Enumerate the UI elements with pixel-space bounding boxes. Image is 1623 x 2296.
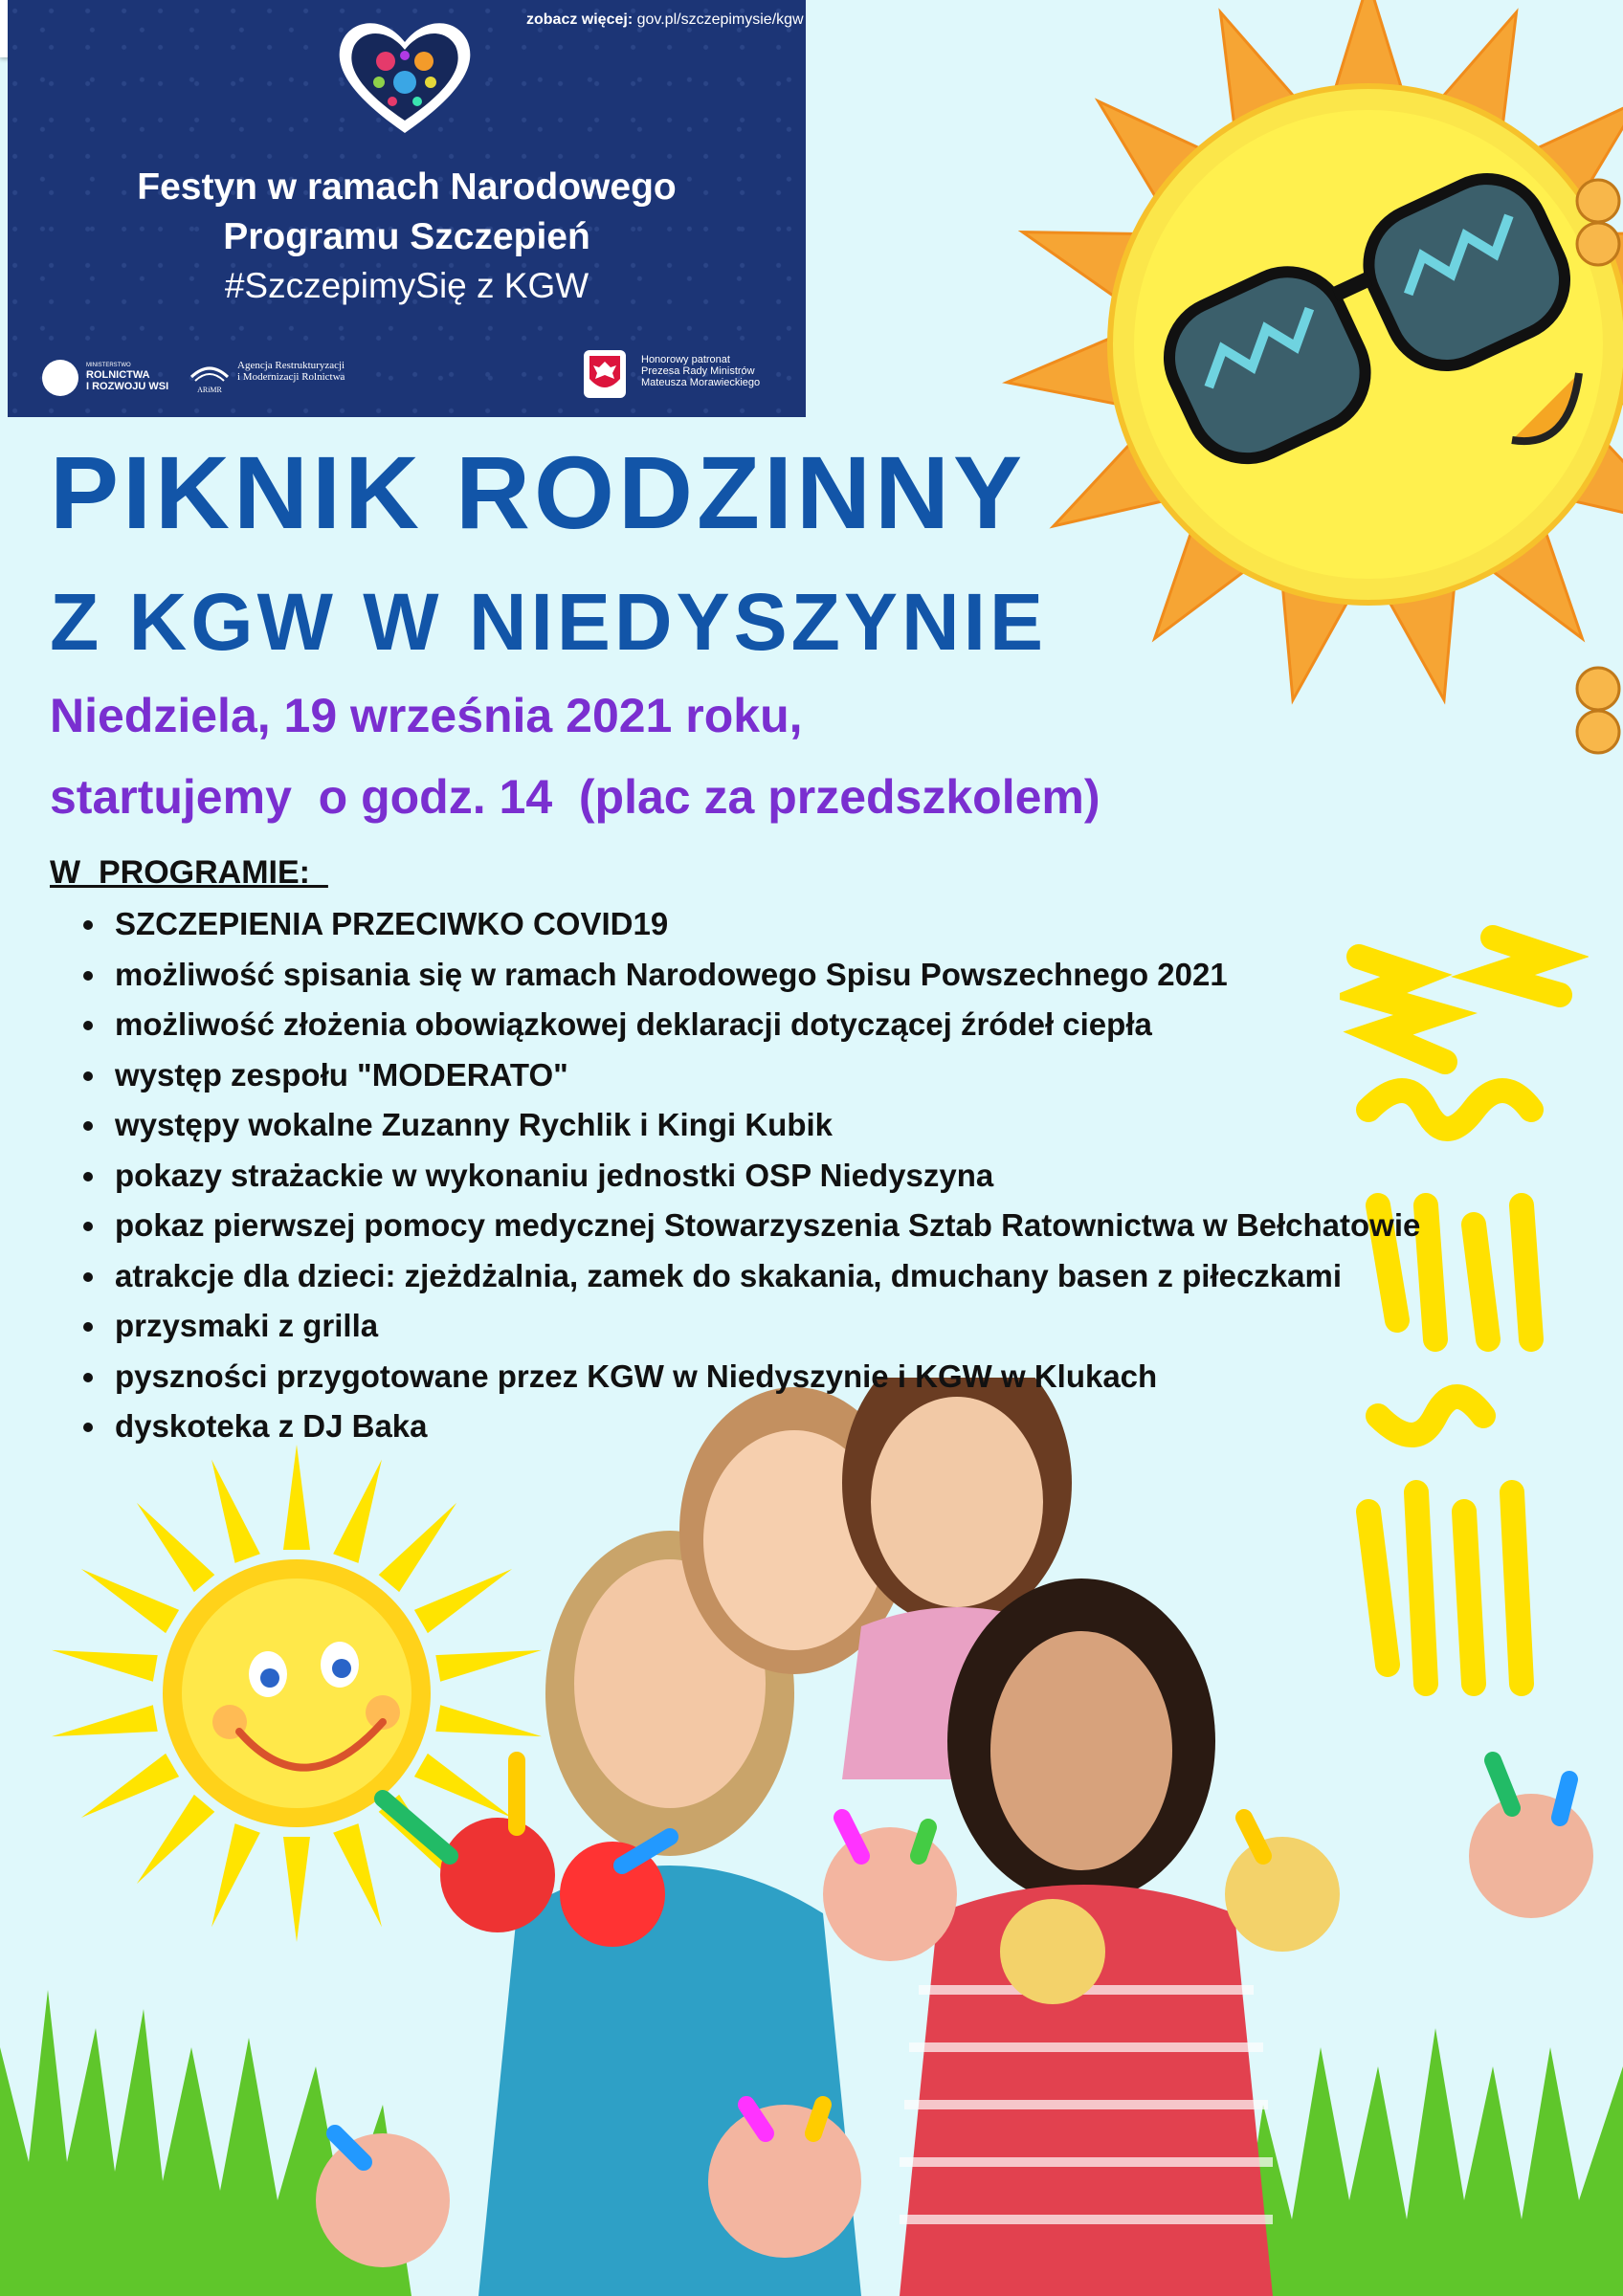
arimr-line1: Agencja Restrukturyzacji [237,360,345,371]
patron-line1: Honorowy patronat [641,354,730,365]
folk-heart-icon [333,13,477,138]
event-title: PIKNIK RODZINNY [50,434,1027,550]
patron-text [641,354,760,388]
program-item: • SZCZEPIENIA PRZECIWKO COVID19 [109,899,1420,950]
ministry-line1: MINISTERSTWO [86,363,131,368]
arimr-logo-text [237,360,345,383]
program-item: • pokaz pierwszej pomocy medycznej Stowarzyszenia Sztab Ratownictwa w Bełchatowie [109,1201,1420,1251]
polish-eagle-icon [584,350,626,398]
program-item: • występy wokalne Zuzanny Rychlik i Kingi Kubik [109,1100,1420,1151]
see-more-link[interactable] [526,11,804,29]
program-heading: W PROGRAMIE: [50,854,328,891]
patron-line2: Prezesa Rady Ministrów [641,365,755,377]
ministry-line2: ROLNICTWA [86,369,150,381]
program-item: • możliwość złożenia obowiązkowej deklaracji dotyczącej źródeł ciepła [109,1000,1420,1050]
see-more-url: gov.pl/szczepimysie/kgw [636,11,804,28]
program-item: • pyszności przygotowane przez KGW w Niedyszynie i KGW w Klukach [109,1352,1420,1402]
event-date: Niedziela, 19 września 2021 roku, [50,689,803,742]
program-list [78,899,1420,1452]
banner-title [8,163,806,262]
event-subtitle: Z KGW W NIEDYSZYNIE [50,577,1047,667]
ministry-logo-text [86,362,168,392]
children-photo [0,1378,1623,2296]
event-start-time: startujemy o godz. 14 (plac za przedszkolem) [50,770,1101,824]
program-item: • pokazy strażackie w wykonaniu jednostki OSP Niedyszyna [109,1151,1420,1202]
program-item: • dyskoteka z DJ Baka [109,1402,1420,1452]
sunglasses-sun-illustration [957,0,1623,842]
banner-title-line1: Festyn w ramach Narodowego [137,166,677,208]
arimr-short: ARiMR [197,386,222,394]
banner-title-line2: Programu Szczepień [223,216,590,257]
ministry-logo-icon [42,360,78,396]
see-more-prefix: zobacz więcej: [526,11,634,28]
program-item: • przysmaki z grilla [109,1301,1420,1352]
ministry-line3: I ROZWOJU WSI [86,381,169,392]
program-item: • możliwość spisania się w ramach Narodowego Spisu Powszechnego 2021 [109,950,1420,1001]
arimr-line2: i Modernizacji Rolnictwa [237,371,345,383]
banner-hashtag: #SzczepimySię z KGW [224,266,589,305]
patron-line3: Mateusza Morawieckiego [641,377,761,388]
arimr-logo-icon [189,356,230,394]
vaccination-program-banner [8,0,806,417]
program-item: • atrakcje dla dzieci: zjeżdżalnia, zamek do skakania, dmuchany basen z piłeczkami [109,1251,1420,1302]
program-item: • występ zespołu "MODERATO" [109,1050,1420,1101]
